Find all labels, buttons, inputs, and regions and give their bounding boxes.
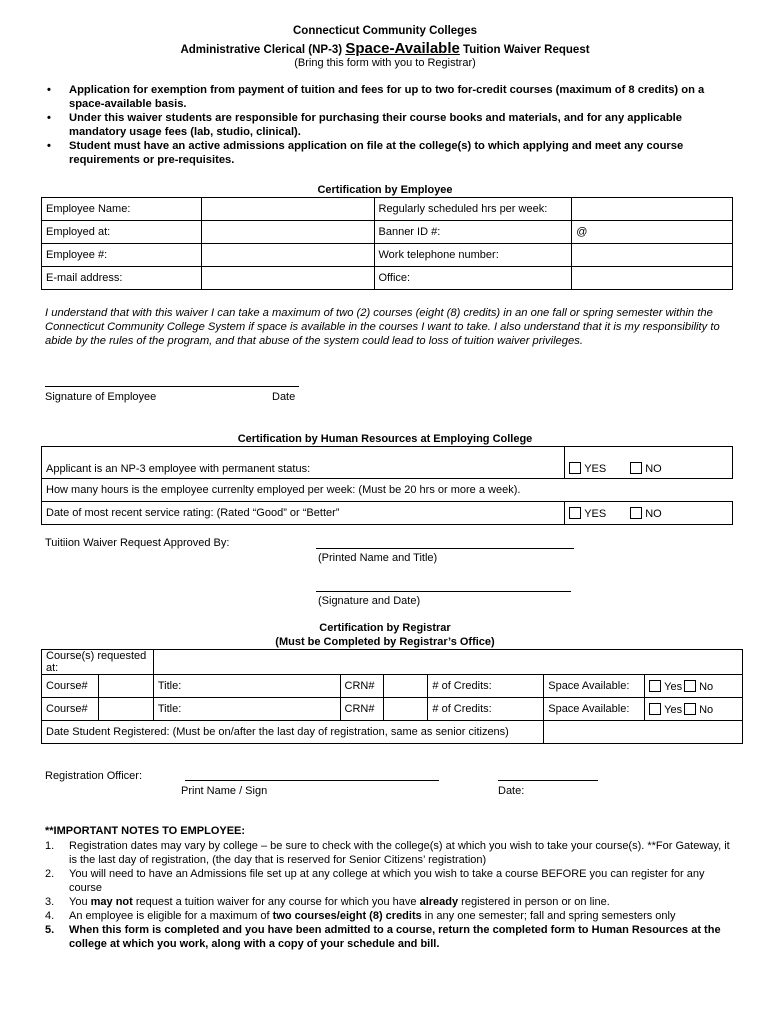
list-item	[45, 839, 735, 867]
employee-table	[41, 197, 733, 290]
courses-requested-label: Course(s) requested at:	[42, 650, 154, 675]
registrar-section-subheading: (Must be Completed by Registrar’s Office)	[275, 636, 495, 648]
np3-yes-label: YES	[584, 463, 607, 475]
note-text: You	[69, 896, 91, 908]
credits-label: # of Credits:	[428, 698, 544, 721]
employee-date-label: Date	[272, 391, 296, 403]
crn-field[interactable]	[383, 698, 428, 721]
note-emphasis: two courses/eight (8) credits	[272, 910, 422, 922]
employed-at-label: Employed at:	[42, 221, 202, 244]
printed-name-label: (Printed Name and Title)	[318, 552, 438, 564]
space-available-label: Space Available:	[544, 698, 645, 721]
rating-yes-label: YES	[584, 507, 607, 520]
banner-id-field[interactable]: @	[572, 221, 733, 244]
bullet-item: • Under this waiver students are responsible for purchasing their course books and materials, and for any applicable mandatory usage fees (lab, studio, clinical).	[45, 111, 735, 139]
form-title-suffix: Tuition Waiver Request	[463, 44, 590, 56]
bullet-item: • Application for exemption from payment of tuition and fees for up to two for-credit courses (maximum of 8 credits) on a space-available basis.	[45, 83, 735, 111]
note-emphasis: may not	[90, 896, 133, 908]
space-available-options	[645, 675, 743, 698]
employee-number-label: Employee #:	[42, 244, 202, 267]
list-item	[45, 909, 735, 923]
note-text: Registration dates may vary by college – be sure to check with the college(s) at which you wish to take your course(s). **For Gateway, it is the last day of registration, (the day that is reserved for Senior Citizens’ registration)	[69, 840, 730, 866]
note-text: in any one semester; fall and spring semesters only	[421, 910, 676, 922]
registration-officer-line[interactable]	[185, 780, 439, 781]
np3-no-label: NO	[645, 463, 662, 475]
registration-date-line[interactable]	[498, 780, 598, 781]
signature-date-label: (Signature and Date)	[318, 595, 421, 607]
note-number: 4.	[45, 910, 55, 922]
registration-officer-label: Registration Officer:	[45, 770, 143, 782]
table-row	[42, 221, 733, 244]
banner-id-label: Banner ID #:	[374, 221, 572, 244]
note-number: 5.	[45, 924, 55, 936]
form-title-prefix: Administrative Clerical (NP-3)	[180, 44, 343, 56]
note-number: 1.	[45, 840, 55, 852]
date-registered-label: Date Student Registered: (Must be on/after the last day of registration, same as senior citizens)	[42, 721, 544, 744]
table-row	[42, 447, 733, 479]
course-number-field[interactable]	[98, 675, 153, 698]
note-number: 3.	[45, 896, 55, 908]
note-number: 2.	[45, 868, 55, 880]
employee-section-heading: Certification by Employee	[317, 184, 453, 196]
work-phone-field[interactable]	[572, 244, 733, 267]
np3-yes-checkbox[interactable]	[569, 462, 581, 474]
service-rating-label: Date of most recent service rating: (Rated “Good” or “Better”	[42, 502, 565, 525]
employee-signature-label: Signature of Employee	[45, 391, 157, 403]
office-field[interactable]	[572, 267, 733, 290]
intro-bullets	[45, 83, 735, 167]
space-yes-checkbox[interactable]	[649, 680, 661, 692]
rating-yes-checkbox[interactable]	[569, 507, 581, 519]
note-text: When this form is completed and you have been admitted to a course, return the completed form to Human Resources at the college at which you work, along with a copy of your schedule and bill.	[69, 924, 721, 950]
note-text: request a tuition waiver for any course for which you have	[132, 896, 420, 908]
employee-name-field[interactable]	[201, 198, 374, 221]
np3-status-label: Applicant is an NP-3 employee with permanent status:	[42, 447, 565, 479]
hr-section-heading: Certification by Human Resources at Employing College	[237, 433, 533, 445]
form-org-title: Connecticut Community Colleges	[292, 25, 478, 37]
form-title	[0, 40, 770, 57]
courses-requested-field[interactable]	[153, 650, 742, 675]
table-row	[42, 675, 743, 698]
course-number-label: Course#	[42, 675, 99, 698]
space-no-checkbox[interactable]	[684, 703, 696, 715]
list-item	[45, 867, 735, 895]
approved-by-label: Tuitiion Waiver Request Approved By:	[45, 537, 230, 549]
print-sign-label: Print Name / Sign	[181, 785, 268, 797]
note-text: You will need to have an Admissions file set up at any college at which you wish to take a course BEFORE you can register for any course	[69, 868, 705, 894]
approver-signature-line[interactable]	[316, 591, 571, 592]
space-no-label: No	[699, 703, 714, 716]
note-text: registered in person or on line.	[458, 896, 610, 908]
form-title-highlight: Space-Available	[345, 40, 460, 57]
space-available-options	[645, 698, 743, 721]
space-yes-label: Yes	[664, 680, 683, 693]
employed-at-field[interactable]	[201, 221, 374, 244]
registrar-section-heading: Certification by Registrar	[319, 622, 451, 634]
course-title-label: Title:	[153, 698, 340, 721]
form-subtitle: (Bring this form with you to Registrar)	[294, 57, 476, 69]
hours-per-week-field[interactable]	[572, 198, 733, 221]
np3-status-options	[565, 447, 733, 479]
bullet-item: • Student must have an active admissions application on file at the college(s) to which applying and meet any course requirements or pre-requisites.	[45, 139, 735, 167]
crn-label: CRN#	[340, 675, 383, 698]
space-no-checkbox[interactable]	[684, 680, 696, 692]
notes-list	[45, 839, 735, 951]
table-row	[42, 650, 743, 675]
hours-employed-label: How many hours is the employee currenlty employed per week: (Must be 20 hrs or more a week).	[42, 479, 733, 502]
np3-no-checkbox[interactable]	[630, 462, 642, 474]
space-available-label: Space Available:	[544, 675, 645, 698]
list-item	[45, 923, 735, 951]
office-label: Office:	[374, 267, 572, 290]
employee-name-label: Employee Name:	[42, 198, 202, 221]
table-row	[42, 267, 733, 290]
employee-signature-line[interactable]	[45, 386, 299, 387]
credits-label: # of Credits:	[428, 675, 544, 698]
service-rating-options	[565, 502, 733, 525]
note-text: An employee is eligible for a maximum of	[69, 910, 273, 922]
registrar-table	[41, 649, 743, 744]
date-registered-field[interactable]	[544, 721, 743, 744]
table-row	[42, 244, 733, 267]
rating-no-label: NO	[645, 507, 662, 520]
crn-field[interactable]	[383, 675, 428, 698]
table-row	[42, 721, 743, 744]
crn-label: CRN#	[340, 698, 383, 721]
table-row	[42, 479, 733, 502]
employee-number-field[interactable]	[201, 244, 374, 267]
course-number-field[interactable]	[98, 698, 153, 721]
space-yes-label: Yes	[664, 703, 683, 716]
space-no-label: No	[699, 680, 714, 693]
course-title-label: Title:	[153, 675, 340, 698]
table-row	[42, 502, 733, 525]
space-yes-checkbox[interactable]	[649, 703, 661, 715]
employee-statement: I understand that with this waiver I can take a maximum of two (2) courses (eight (8) credits) in an one fall or spring semester within the Connecticut Community College System if space is available in the courses I want to take. I also understand that it is my responsibility to abide by the rules of the program, and that abuse of the system could lead to loss of tuition waiver privileges.	[45, 307, 720, 347]
course-number-label: Course#	[42, 698, 99, 721]
hr-table	[41, 446, 733, 525]
notes-heading: **IMPORTANT NOTES TO EMPLOYEE:	[45, 825, 246, 837]
rating-no-checkbox[interactable]	[630, 507, 642, 519]
printed-name-line[interactable]	[316, 548, 574, 549]
list-item	[45, 895, 735, 909]
registration-date-label: Date:	[498, 785, 525, 797]
hours-per-week-label: Regularly scheduled hrs per week:	[374, 198, 572, 221]
work-phone-label: Work telephone number:	[374, 244, 572, 267]
note-emphasis: already	[419, 896, 459, 908]
table-row	[42, 698, 743, 721]
table-row	[42, 198, 733, 221]
email-field[interactable]	[201, 267, 374, 290]
email-label: E-mail address:	[42, 267, 202, 290]
